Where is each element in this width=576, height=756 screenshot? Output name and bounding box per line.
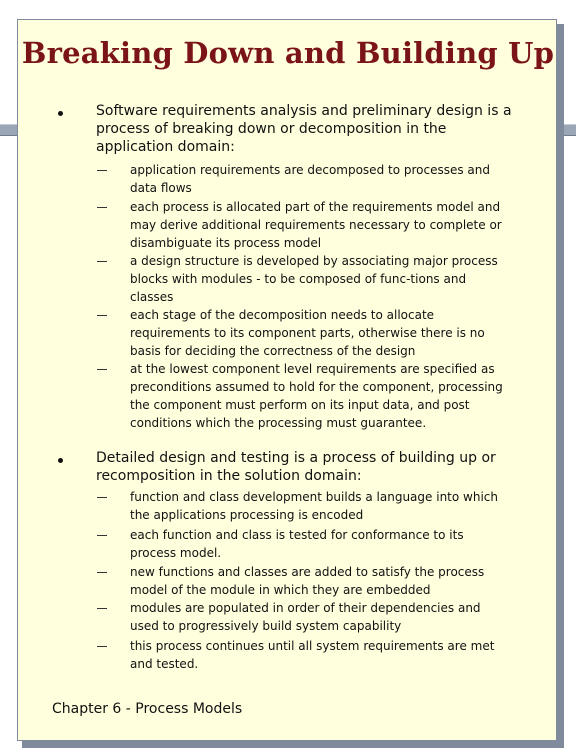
dash-icon <box>97 369 107 370</box>
sub-item: modules are populated in order of their dependencies and used to progressively build system capability <box>130 601 481 633</box>
bullet-text: Software requirements analysis and preliminary design is a process of breaking down or decomposition in the application domain: <box>96 103 512 155</box>
sub-item: new functions and classes are added to satisfy the process model of the module in which they are embedded <box>130 565 485 597</box>
sub-item: application requirements are decomposed to processes and data flows <box>130 163 490 195</box>
bullet-icon <box>58 458 63 463</box>
sub-item: a design structure is developed by associating major process blocks with modules - to be composed of func-tions and classes <box>130 254 498 304</box>
dash-icon <box>97 261 107 262</box>
sub-item: each stage of the decomposition needs to allocate requirements to its component parts, otherwise there is no basis for deciding the correctness of the design <box>130 308 485 358</box>
dash-icon <box>97 608 107 609</box>
slide-title: Breaking Down and Building Up <box>21 36 555 70</box>
sub-item: at the lowest component level requirements are specified as preconditions assumed to hold for the component, processing the component must perform on its input data, and post conditions which the processing must guarantee. <box>130 362 503 430</box>
sub-item: this process continues until all system requirements are met and tested. <box>130 639 495 671</box>
dash-icon <box>97 535 107 536</box>
dash-icon <box>97 572 107 573</box>
dash-icon <box>97 170 107 171</box>
bullet-icon <box>58 111 63 116</box>
dash-icon <box>97 315 107 316</box>
dash-icon <box>97 646 107 647</box>
dash-icon <box>97 207 107 208</box>
sub-item: each process is allocated part of the requirements model and may derive additional requirements necessary to complete or disambiguate its process model <box>130 200 502 250</box>
sub-item: each function and class is tested for conformance to its process model. <box>130 528 464 560</box>
dash-icon <box>97 497 107 498</box>
footer-text: Chapter 6 - Process Models <box>52 701 243 717</box>
bullet-text: Detailed design and testing is a process of building up or recomposition in the solution domain: <box>96 450 496 484</box>
sub-item: function and class development builds a language into which the applications processing is encoded <box>130 490 498 522</box>
